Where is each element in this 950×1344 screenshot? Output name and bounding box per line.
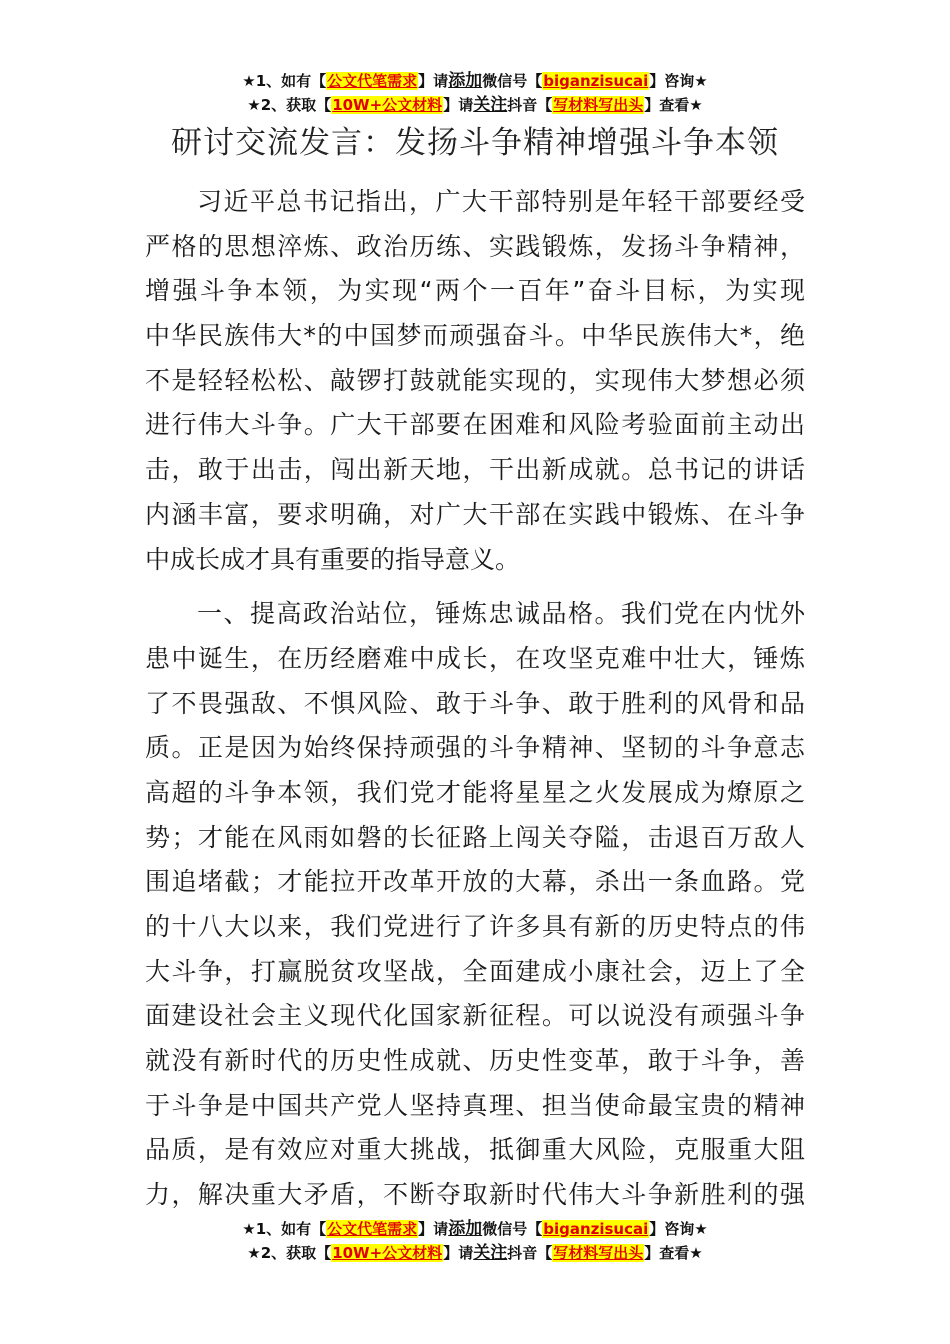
text-line: 进行伟大斗争。广大干部要在困难和风险考验面前主动出	[145, 410, 805, 440]
promo-line-1	[0, 1217, 950, 1241]
wechat-id: biganzisucai	[543, 1220, 649, 1238]
promo-text: 】查看★	[644, 1244, 703, 1262]
promo-text: 微信号【	[482, 1220, 543, 1238]
paragraph	[145, 180, 805, 582]
text-line: 面建设社会主义现代化国家新征程。可以说没有顽强斗争	[145, 1001, 805, 1031]
douyin-id: 写材料写出头	[553, 1244, 644, 1262]
text-line: 高超的斗争本领，我们党才能将星星之火发展成为燎原之	[145, 777, 805, 807]
douyin-id: 写材料写出头	[553, 96, 644, 114]
text-line: 不是轻轻松松、敲锣打鼓就能实现的，实现伟大梦想必须	[145, 365, 805, 395]
promo-text: 微信号【	[482, 72, 543, 90]
promo-text: 】咨询★	[649, 1220, 708, 1238]
underlined-text: 添加	[448, 1219, 483, 1239]
underlined-text: 添加	[448, 71, 483, 91]
promo-text: 】请	[418, 1220, 449, 1238]
wechat-id: biganzisucai	[543, 72, 649, 90]
highlight-text: 公文代笔需求	[327, 72, 418, 90]
text-line: 击，敢于出击，闯出新天地，干出新成就。总书记的讲话	[145, 455, 805, 485]
promo-text: 】请	[418, 72, 449, 90]
promo-text: 】请	[443, 1244, 474, 1262]
text-line: 患中诞生，在历经磨难中成长，在攻坚克难中壮大，锤炼	[145, 643, 805, 673]
text-line: 势；才能在风雨如磐的长征路上闯关夺隘，击退百万敌人	[145, 822, 805, 852]
promo-text: 抖音【	[507, 96, 553, 114]
promo-text: 】请	[443, 96, 474, 114]
text-line: 了不畏强敌、不惧风险、敢于斗争、敢于胜利的风骨和品	[145, 688, 805, 718]
promo-banner-bottom	[0, 1217, 950, 1265]
text-line: 力，解决重大矛盾，不断夺取新时代伟大斗争新胜利的强	[145, 1180, 805, 1210]
promo-line-2	[0, 1241, 950, 1265]
document-title: 研讨交流发言：发扬斗争精神增强斗争本领	[171, 125, 779, 161]
text-line: 中成长成才具有重要的指导意义。	[145, 544, 521, 574]
underlined-text: 关注	[473, 95, 508, 115]
promo-text: 抖音【	[507, 1244, 553, 1262]
promo-banner-top	[0, 69, 950, 117]
text-line: 严格的思想淬炼、政治历练、实践锻炼，发扬斗争精神，	[145, 231, 805, 261]
text-line: 大斗争，打赢脱贫攻坚战，全面建成小康社会，迈上了全	[145, 956, 805, 986]
text-line: 习近平总书记指出，广大干部特别是年轻干部要经受	[197, 187, 805, 216]
text-line: 中华民族伟大*的中国梦而顽强奋斗。中华民族伟大*，绝	[145, 321, 805, 351]
text-line: 品质，是有效应对重大挑战，抵御重大风险，克服重大阻	[145, 1135, 805, 1165]
text-line: 内涵丰富，要求明确，对广大干部在实践中锻炼、在斗争	[145, 499, 805, 529]
promo-line-1	[0, 69, 950, 93]
text-line: 质。正是因为始终保持顽强的斗争精神、坚韧的斗争意志	[145, 733, 805, 763]
text-line: 增强斗争本领，为实现“两个一百年”奋斗目标，为实现	[145, 276, 805, 306]
highlight-text: 10W+公文材料	[332, 1244, 443, 1262]
promo-text: ★2、获取【	[247, 96, 332, 114]
text-line: 就没有新时代的历史性成就、历史性变革，敢于斗争，善	[145, 1046, 805, 1076]
text-line: 于斗争是中国共产党人坚持真理、担当使命最宝贵的精神	[145, 1090, 805, 1120]
underlined-text: 关注	[473, 1243, 508, 1263]
promo-line-2	[0, 93, 950, 117]
document-body	[145, 180, 805, 1228]
promo-text: ★1、如有【	[242, 72, 327, 90]
text-line: 的十八大以来，我们党进行了许多具有新的历史特点的伟	[145, 912, 805, 941]
promo-text: 】咨询★	[649, 72, 708, 90]
highlight-text: 公文代笔需求	[327, 1220, 418, 1238]
promo-text: 】查看★	[644, 96, 703, 114]
text-line: 围追堵截；才能拉开改革开放的大幕，杀出一条血路。党	[145, 867, 805, 897]
highlight-text: 10W+公文材料	[332, 96, 443, 114]
promo-text: ★2、获取【	[247, 1244, 332, 1262]
paragraph	[145, 592, 805, 1218]
promo-text: ★1、如有【	[242, 1220, 327, 1238]
text-line: 一、提高政治站位，锤炼忠诚品格。我们党在内忧外	[197, 599, 805, 629]
